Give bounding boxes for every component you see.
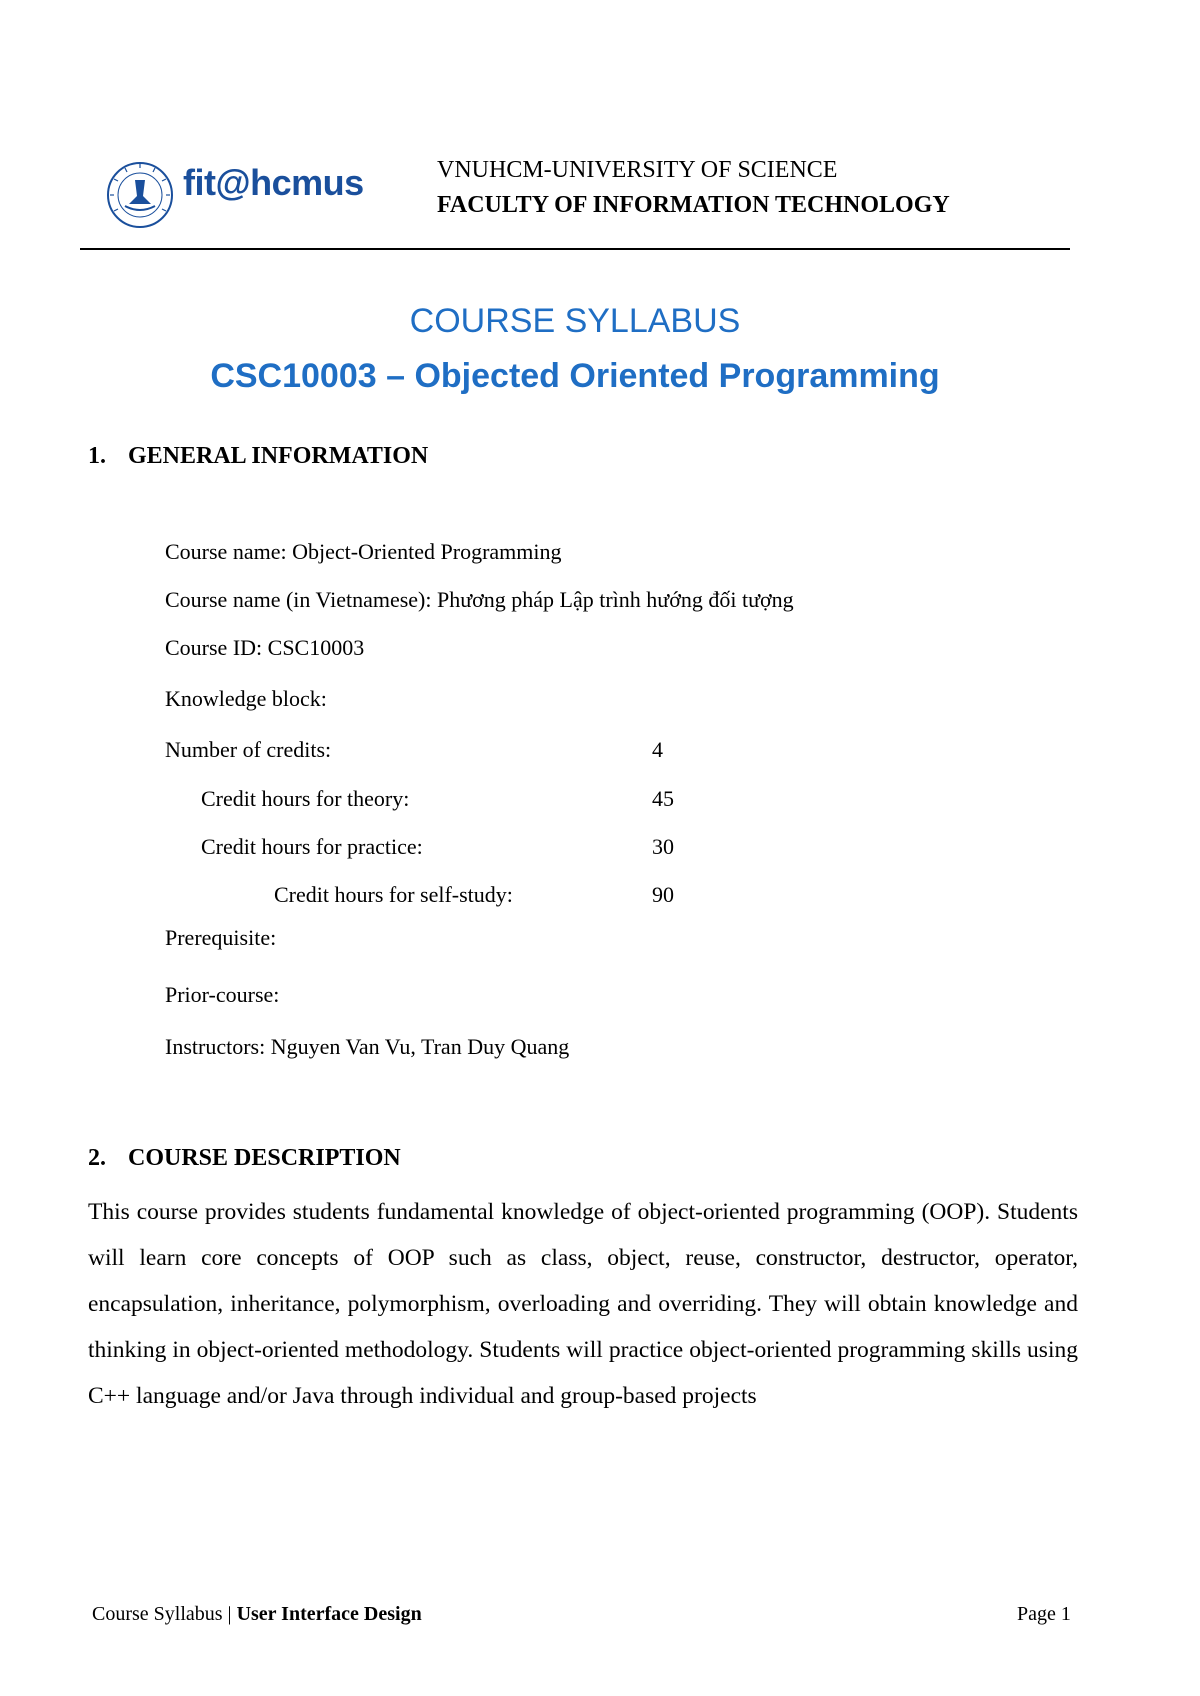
logo-text: fit@hcmus	[183, 162, 364, 203]
footer-prefix: Course Syllabus |	[92, 1603, 237, 1625]
section-title: GENERAL INFORMATION	[128, 443, 429, 469]
prerequisite: Prerequisite:	[165, 925, 277, 950]
credits-value: 4	[652, 737, 663, 762]
header-divider	[80, 248, 1070, 250]
course-name-vietnamese: Course name (in Vietnamese): Phương pháp Lập trình hướng đối tượng	[165, 587, 794, 612]
prior-course: Prior-course:	[165, 982, 280, 1007]
self-study-hours-value: 90	[652, 882, 674, 907]
course-description-text: This course provides students fundamental knowledge of object-oriented programming (OOP). Students will learn core concepts of OOP such as class, object, reuse, constructor, destructor, operator, encapsulation, inheritance, polymorphism, overloading and overriding. They will obtain knowledge and thinking in object-oriented methodology. Students will practice object-oriented programming skills using C++ language and/or Java through individual and group-based projects	[88, 1199, 1078, 1409]
section-number: 1.	[88, 443, 106, 469]
faculty-name: FACULTY OF INFORMATION TECHNOLOGY	[437, 192, 950, 218]
theory-hours-value: 45	[652, 786, 674, 811]
faculty-logo	[105, 160, 365, 230]
practice-hours-value: 30	[652, 834, 674, 859]
footer-course: User Interface Design	[236, 1603, 422, 1625]
course-name: Course name: Object-Oriented Programming	[165, 539, 562, 564]
theory-hours-label: Credit hours for theory:	[201, 786, 410, 811]
credits-label: Number of credits:	[165, 737, 332, 762]
section-number: 2.	[88, 1145, 106, 1171]
practice-hours-label: Credit hours for practice:	[201, 834, 423, 859]
course-id: Course ID: CSC10003	[165, 635, 365, 660]
instructors: Instructors: Nguyen Van Vu, Tran Duy Quang	[165, 1034, 570, 1059]
document-title: COURSE SYLLABUS	[409, 302, 741, 340]
university-name: VNUHCM-UNIVERSITY OF SCIENCE	[437, 157, 838, 183]
page-number: Page 1	[1017, 1603, 1071, 1625]
section-heading-general-information	[88, 443, 428, 470]
self-study-hours-label: Credit hours for self-study:	[274, 882, 513, 907]
footer-label	[92, 1603, 422, 1626]
university-seal-icon	[105, 160, 175, 230]
knowledge-block: Knowledge block:	[165, 686, 327, 711]
course-title: CSC10003 – Objected Oriented Programming	[210, 357, 940, 395]
section-heading-course-description	[88, 1145, 401, 1172]
section-title: COURSE DESCRIPTION	[128, 1145, 401, 1171]
